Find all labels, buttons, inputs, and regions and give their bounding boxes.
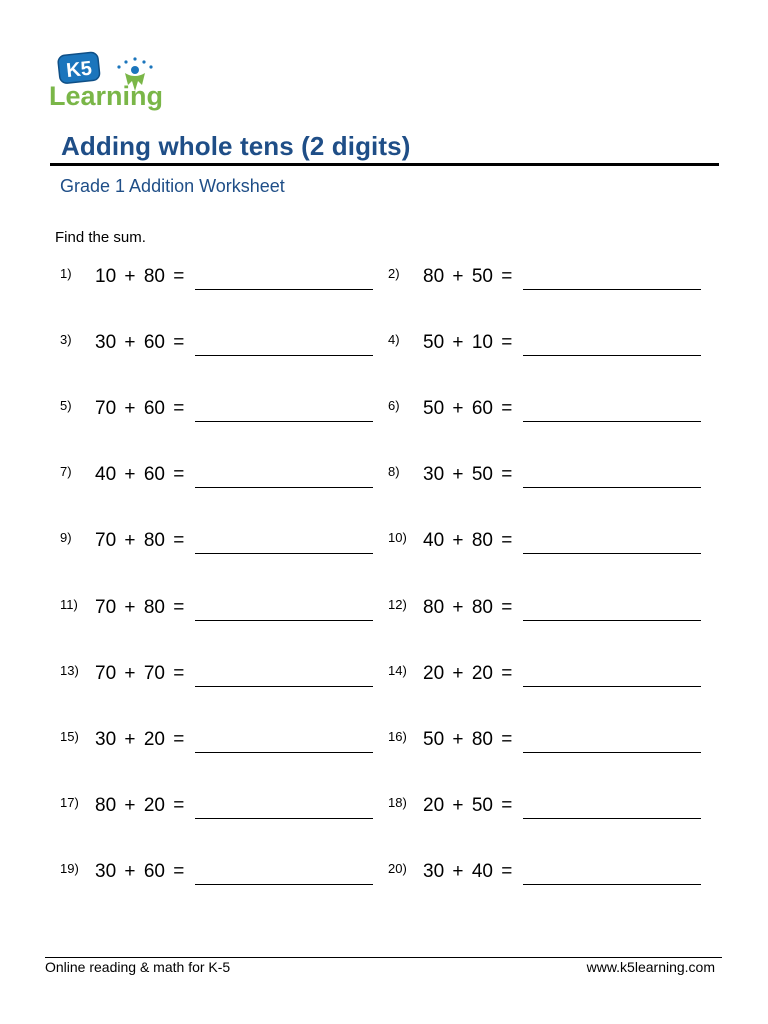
addend: 60	[143, 861, 165, 882]
footer-divider	[45, 957, 722, 958]
problem-expression	[95, 464, 184, 486]
problem-item	[60, 398, 380, 424]
footer-url[interactable]: www.k5learning.com	[586, 959, 715, 975]
problem-item	[60, 464, 380, 490]
equals-sign: =	[173, 795, 185, 816]
problem-item	[60, 266, 380, 292]
addend: 50	[471, 266, 493, 287]
addend: 70	[143, 663, 165, 684]
plus-sign: +	[124, 464, 136, 485]
plus-sign: +	[452, 266, 464, 287]
addend: 80	[423, 266, 445, 287]
problem-number: 5)	[60, 398, 72, 413]
page-subtitle: Grade 1 Addition Worksheet	[60, 176, 285, 196]
addend: 80	[471, 729, 493, 750]
title-divider	[50, 163, 719, 166]
addend: 70	[95, 597, 117, 618]
problem-expression	[95, 266, 184, 288]
problem-number: 9)	[60, 530, 72, 545]
problem-number: 4)	[388, 332, 400, 347]
plus-sign: +	[124, 332, 136, 353]
equals-sign: =	[173, 729, 185, 750]
problem-item	[388, 464, 708, 490]
k5-learning-logo	[47, 51, 187, 113]
plus-sign: +	[124, 861, 136, 882]
logo-badge-text: K5	[65, 57, 93, 83]
plus-sign: +	[452, 464, 464, 485]
equals-sign: =	[173, 398, 185, 419]
problem-expression	[95, 861, 184, 883]
answer-blank[interactable]	[195, 487, 373, 488]
plus-sign: +	[452, 663, 464, 684]
problem-expression	[423, 530, 512, 552]
problem-expression	[95, 663, 184, 685]
problem-item	[388, 332, 708, 358]
problem-number: 1)	[60, 266, 72, 281]
problem-item	[60, 729, 380, 755]
plus-sign: +	[452, 795, 464, 816]
problem-expression	[95, 332, 184, 354]
answer-blank[interactable]	[523, 818, 701, 819]
equals-sign: =	[173, 597, 185, 618]
problem-item	[60, 861, 380, 887]
problem-number: 14)	[388, 663, 407, 678]
problem-item	[60, 597, 380, 623]
answer-blank[interactable]	[195, 752, 373, 753]
answer-blank[interactable]	[523, 553, 701, 554]
equals-sign: =	[501, 266, 513, 287]
addend: 50	[423, 729, 445, 750]
problem-number: 18)	[388, 795, 407, 810]
problem-expression	[423, 663, 512, 685]
answer-blank[interactable]	[195, 553, 373, 554]
addend: 80	[471, 530, 493, 551]
problem-number: 3)	[60, 332, 72, 347]
problem-number: 13)	[60, 663, 79, 678]
plus-sign: +	[452, 398, 464, 419]
addend: 80	[95, 795, 117, 816]
equals-sign: =	[501, 861, 513, 882]
addend: 40	[471, 861, 493, 882]
addend: 70	[95, 398, 117, 419]
equals-sign: =	[501, 464, 513, 485]
problem-number: 16)	[388, 729, 407, 744]
problem-expression	[423, 464, 512, 486]
problem-item	[388, 729, 708, 755]
addend: 30	[95, 332, 117, 353]
equals-sign: =	[501, 729, 513, 750]
problem-item	[388, 795, 708, 821]
answer-blank[interactable]	[195, 686, 373, 687]
problem-expression	[95, 530, 184, 552]
problem-number: 8)	[388, 464, 400, 479]
problem-expression	[423, 729, 512, 751]
equals-sign: =	[501, 663, 513, 684]
problem-item	[388, 663, 708, 689]
equals-sign: =	[173, 332, 185, 353]
answer-blank[interactable]	[523, 355, 701, 356]
addend: 60	[143, 464, 165, 485]
problem-expression	[95, 398, 184, 420]
addend: 80	[471, 597, 493, 618]
logo-word: Learning	[49, 81, 164, 111]
plus-sign: +	[452, 530, 464, 551]
problem-item	[388, 861, 708, 887]
plus-sign: +	[124, 795, 136, 816]
equals-sign: =	[173, 530, 185, 551]
addend: 80	[423, 597, 445, 618]
addend: 30	[423, 464, 445, 485]
problem-expression	[423, 597, 512, 619]
problem-expression	[423, 861, 512, 883]
answer-blank[interactable]	[195, 884, 373, 885]
addend: 60	[143, 398, 165, 419]
problem-expression	[95, 729, 184, 751]
addend: 40	[95, 464, 117, 485]
k5-logo-graphic	[47, 51, 187, 113]
answer-blank[interactable]	[523, 620, 701, 621]
plus-sign: +	[124, 729, 136, 750]
answer-blank[interactable]	[523, 752, 701, 753]
plus-sign: +	[124, 597, 136, 618]
problem-number: 17)	[60, 795, 79, 810]
equals-sign: =	[501, 795, 513, 816]
addend: 10	[95, 266, 117, 287]
plus-sign: +	[452, 861, 464, 882]
addend: 70	[95, 663, 117, 684]
answer-blank[interactable]	[195, 289, 373, 290]
answer-blank[interactable]	[523, 884, 701, 885]
answer-blank[interactable]	[195, 818, 373, 819]
problem-expression	[423, 266, 512, 288]
plus-sign: +	[124, 266, 136, 287]
equals-sign: =	[173, 861, 185, 882]
problem-number: 2)	[388, 266, 400, 281]
answer-blank[interactable]	[195, 421, 373, 422]
footer-tagline: Online reading & math for K-5	[45, 959, 231, 975]
instructions: Find the sum.	[55, 229, 146, 246]
addend: 50	[423, 332, 445, 353]
problem-item	[60, 530, 380, 556]
answer-blank[interactable]	[523, 421, 701, 422]
addend: 80	[143, 597, 165, 618]
addend: 60	[471, 398, 493, 419]
problem-number: 20)	[388, 861, 407, 876]
page-title: Adding whole tens (2 digits)	[61, 131, 411, 161]
answer-blank[interactable]	[523, 686, 701, 687]
answer-blank[interactable]	[523, 289, 701, 290]
problem-number: 6)	[388, 398, 400, 413]
addend: 20	[423, 795, 445, 816]
equals-sign: =	[501, 398, 513, 419]
problem-number: 7)	[60, 464, 72, 479]
problem-item	[60, 795, 380, 821]
problem-number: 19)	[60, 861, 79, 876]
problem-number: 11)	[60, 597, 78, 612]
addend: 50	[471, 795, 493, 816]
equals-sign: =	[501, 597, 513, 618]
answer-blank[interactable]	[195, 620, 373, 621]
addend: 30	[95, 729, 117, 750]
addend: 80	[143, 530, 165, 551]
addend: 50	[471, 464, 493, 485]
addend: 60	[143, 332, 165, 353]
problem-number: 12)	[388, 597, 407, 612]
problem-item	[60, 332, 380, 358]
problem-expression	[423, 332, 512, 354]
addend: 20	[143, 729, 165, 750]
problem-item	[60, 663, 380, 689]
addend: 30	[95, 861, 117, 882]
plus-sign: +	[452, 597, 464, 618]
problem-expression	[95, 795, 184, 817]
problem-expression	[423, 795, 512, 817]
plus-sign: +	[124, 398, 136, 419]
plus-sign: +	[452, 729, 464, 750]
plus-sign: +	[124, 530, 136, 551]
problem-item	[388, 398, 708, 424]
problem-number: 10)	[388, 530, 407, 545]
answer-blank[interactable]	[523, 487, 701, 488]
problem-item	[388, 266, 708, 292]
equals-sign: =	[173, 266, 185, 287]
plus-sign: +	[452, 332, 464, 353]
equals-sign: =	[501, 332, 513, 353]
equals-sign: =	[501, 530, 513, 551]
addend: 50	[423, 398, 445, 419]
addend: 10	[471, 332, 493, 353]
addend: 20	[143, 795, 165, 816]
addend: 20	[423, 663, 445, 684]
problem-item	[388, 530, 708, 556]
problem-expression	[423, 398, 512, 420]
addend: 70	[95, 530, 117, 551]
addend: 20	[471, 663, 493, 684]
equals-sign: =	[173, 663, 185, 684]
equals-sign: =	[173, 464, 185, 485]
problem-expression	[95, 597, 184, 619]
problem-item	[388, 597, 708, 623]
plus-sign: +	[124, 663, 136, 684]
answer-blank[interactable]	[195, 355, 373, 356]
problem-number: 15)	[60, 729, 79, 744]
addend: 40	[423, 530, 445, 551]
addend: 80	[143, 266, 165, 287]
addend: 30	[423, 861, 445, 882]
